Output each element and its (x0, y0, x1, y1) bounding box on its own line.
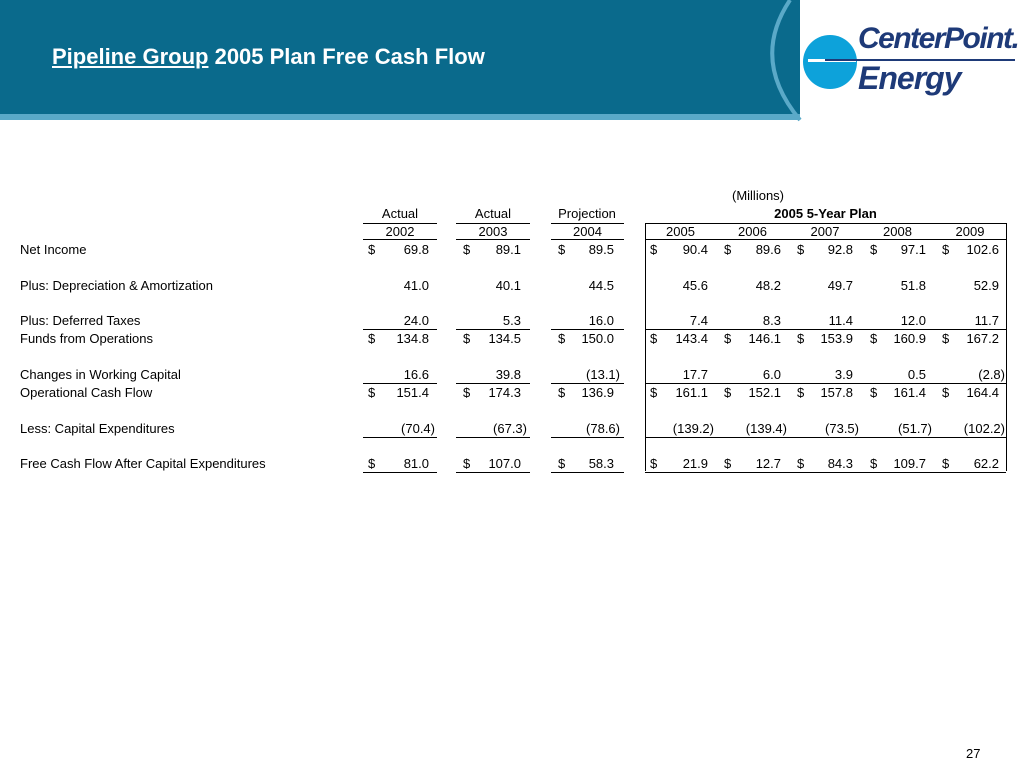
dollar-sign: $ (797, 385, 805, 400)
cell-value: 134.5 (488, 331, 521, 346)
year-rule-plan (645, 239, 1006, 240)
cell-value: 0.5 (907, 367, 926, 382)
dollar-sign: $ (463, 385, 471, 400)
dollar-sign: $ (368, 385, 376, 400)
row-label: Net Income (20, 242, 87, 257)
dollar-sign: $ (558, 242, 566, 257)
subtotal-rule-plan (645, 437, 1006, 438)
subtotal-rule (363, 383, 437, 384)
cell-value: 174.3 (488, 385, 521, 400)
dollar-sign: $ (368, 331, 376, 346)
year-rule (363, 239, 437, 240)
year-rule (456, 239, 530, 240)
cell-value: 89.1 (495, 242, 521, 257)
dollar-sign: $ (797, 242, 805, 257)
year-2007: 2007 (810, 224, 840, 239)
dollar-sign: $ (942, 456, 950, 471)
cell-value: 58.3 (588, 456, 614, 471)
cell-value: 69.8 (403, 242, 429, 257)
row-label: Free Cash Flow After Capital Expenditures (20, 456, 266, 471)
cell-value: 134.8 (396, 331, 429, 346)
cell-value: 5.3 (502, 313, 521, 328)
dollar-sign: $ (797, 331, 805, 346)
year-2002: 2002 (385, 224, 415, 239)
cell-value: 92.8 (827, 242, 853, 257)
cell-value: (13.1) (586, 367, 620, 382)
dollar-sign: $ (942, 331, 950, 346)
dollar-sign: $ (870, 385, 878, 400)
dollar-sign: $ (724, 385, 732, 400)
dollar-sign: $ (463, 331, 471, 346)
year-rule (551, 239, 624, 240)
cell-value: 157.8 (820, 385, 853, 400)
cell-value: 90.4 (682, 242, 708, 257)
dollar-sign: $ (463, 242, 471, 257)
cell-value: 109.7 (893, 456, 926, 471)
cell-value: (73.5) (825, 421, 859, 436)
title-rest: 2005 Plan Free Cash Flow (208, 44, 485, 69)
cell-value: 167.2 (966, 331, 999, 346)
cell-value: 24.0 (403, 313, 429, 328)
row-label: Changes in Working Capital (20, 367, 181, 382)
title-group: Pipeline Group (52, 44, 209, 69)
dollar-sign: $ (558, 385, 566, 400)
cell-value: 52.9 (973, 278, 999, 293)
cell-value: 12.7 (755, 456, 781, 471)
cell-value: 11.4 (828, 313, 853, 328)
cell-value: 152.1 (748, 385, 781, 400)
cell-value: (78.6) (586, 421, 620, 436)
dollar-sign: $ (724, 456, 732, 471)
dollar-sign: $ (870, 456, 878, 471)
dollar-sign: $ (463, 456, 471, 471)
cell-value: 16.0 (588, 313, 614, 328)
dollar-sign: $ (558, 331, 566, 346)
cell-value: 21.9 (682, 456, 708, 471)
year-2009: 2009 (955, 224, 985, 239)
cell-value: 17.7 (682, 367, 708, 382)
subtotal-rule (551, 383, 624, 384)
logo-text-energy: Energy (858, 60, 961, 96)
cell-value: 146.1 (748, 331, 781, 346)
total-rule (363, 472, 437, 473)
dollar-sign: $ (368, 242, 376, 257)
cell-value: 89.6 (755, 242, 781, 257)
header-underline (0, 114, 800, 120)
subtotal-rule (551, 437, 624, 438)
centerpoint-logo (800, 20, 1019, 102)
cell-value: 16.6 (403, 367, 429, 382)
logo-circle-icon (802, 34, 862, 94)
cell-value: (2.8) (978, 367, 1005, 382)
dollar-sign: $ (870, 242, 878, 257)
cell-value: 44.5 (588, 278, 614, 293)
total-rule (456, 472, 530, 473)
cell-value: (139.2) (672, 421, 714, 436)
year-2005: 2005 (666, 224, 695, 239)
cell-value: 107.0 (488, 456, 521, 471)
page-title (52, 44, 485, 70)
dollar-sign: $ (942, 385, 950, 400)
cell-value: 40.1 (495, 278, 521, 293)
subtotal-rule (363, 437, 437, 438)
cell-value: 97.1 (900, 242, 926, 257)
cell-value: 161.4 (893, 385, 926, 400)
cell-value: 51.8 (900, 278, 926, 293)
subtotal-rule (456, 329, 530, 330)
plan-box-right (1006, 223, 1007, 471)
cell-value: 164.4 (966, 385, 999, 400)
row-label: Plus: Deferred Taxes (20, 313, 141, 328)
cell-value: 161.1 (675, 385, 708, 400)
cell-value: 7.4 (689, 313, 708, 328)
total-rule (551, 472, 624, 473)
row-label: Operational Cash Flow (20, 385, 153, 400)
year-2008: 2008 (883, 224, 912, 239)
row-label: Plus: Depreciation & Amortization (20, 278, 213, 293)
cell-value: (102.2) (963, 421, 1005, 436)
cell-value: 3.9 (834, 367, 853, 382)
total-rule-plan (645, 472, 1006, 473)
cell-value: 151.4 (396, 385, 429, 400)
cell-value: 84.3 (827, 456, 853, 471)
cell-value: 153.9 (820, 331, 853, 346)
cell-value: 160.9 (893, 331, 926, 346)
dollar-sign: $ (650, 242, 658, 257)
dollar-sign: $ (870, 331, 878, 346)
group-actual-2003: Actual (474, 206, 512, 221)
cell-value: 8.3 (762, 313, 781, 328)
row-label: Less: Capital Expenditures (20, 421, 175, 436)
cell-value: 48.2 (755, 278, 781, 293)
subtotal-rule (363, 329, 437, 330)
subtotal-rule (456, 437, 530, 438)
year-2003: 2003 (478, 224, 508, 239)
cell-value: 62.2 (973, 456, 999, 471)
dollar-sign: $ (558, 456, 566, 471)
dollar-sign: $ (724, 331, 732, 346)
cell-value: 136.9 (581, 385, 614, 400)
dollar-sign: $ (650, 331, 658, 346)
cell-value: 12.0 (900, 313, 926, 328)
dollar-sign: $ (650, 456, 658, 471)
subtotal-rule-plan (645, 383, 1006, 384)
year-2004: 2004 (573, 224, 602, 239)
cell-value: 102.6 (966, 242, 999, 257)
cell-value: (51.7) (898, 421, 932, 436)
cell-value: 150.0 (581, 331, 614, 346)
dollar-sign: $ (797, 456, 805, 471)
subtotal-rule (456, 383, 530, 384)
units-label: (Millions) (732, 188, 784, 203)
cell-value: 6.0 (762, 367, 781, 382)
cell-value: 41.0 (403, 278, 429, 293)
dollar-sign: $ (368, 456, 376, 471)
subtotal-rule-plan (645, 329, 1006, 330)
cell-value: 45.6 (682, 278, 708, 293)
group-actual-2002: Actual (381, 206, 419, 221)
cell-value: 81.0 (403, 456, 429, 471)
cell-value: 143.4 (675, 331, 708, 346)
page-number: 27 (966, 746, 981, 761)
cell-value: 39.8 (495, 367, 521, 382)
cell-value: (67.3) (493, 421, 527, 436)
cell-value: 11.7 (974, 313, 999, 328)
subtotal-rule (551, 329, 624, 330)
dollar-sign: $ (942, 242, 950, 257)
dollar-sign: $ (650, 385, 658, 400)
year-2006: 2006 (738, 224, 767, 239)
group-projection: Projection (558, 206, 616, 221)
group-5-year-plan: 2005 5-Year Plan (774, 206, 877, 221)
cell-value: 89.5 (588, 242, 614, 257)
row-label: Funds from Operations (20, 331, 153, 346)
logo-text-centerpoint: CenterPoint. (858, 22, 1019, 55)
cell-value: 49.7 (827, 278, 853, 293)
dollar-sign: $ (724, 242, 732, 257)
cell-value: (70.4) (401, 421, 435, 436)
cell-value: (139.4) (745, 421, 787, 436)
